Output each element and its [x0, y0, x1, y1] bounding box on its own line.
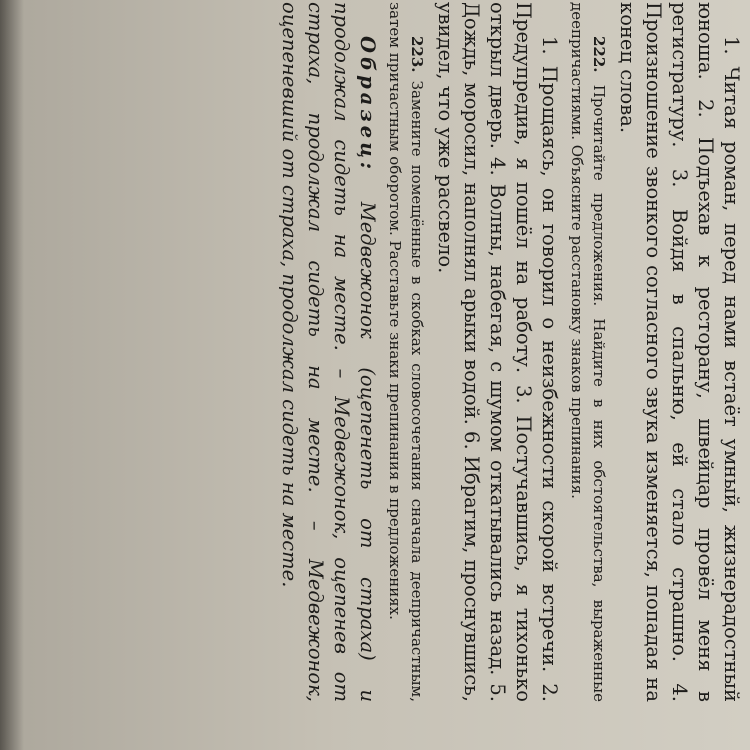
- exercise-222-task-text: Прочитайте предложения. Найдите в них обстоятельства, выраженные деепричастиями. Объясните расстановку знаков препинания.: [568, 2, 608, 702]
- previous-exercise-sentences: [614, 2, 744, 702]
- sample-label: Образец:: [356, 36, 379, 174]
- exercise-223-task: [384, 2, 428, 702]
- exercise-222-task: [566, 2, 610, 702]
- exercise-222-number: 222.: [590, 36, 608, 73]
- exercise-222-sentences: [432, 2, 562, 702]
- exercise-223-task-text: Замените помещённые в скобках словосочетания сначала деепричастным, затем причастным оборотом. Расставьте знаки препинания в предложениях.: [386, 2, 426, 702]
- exercise-222-sentences-text: 1. Прощаясь, он говорил о неизбежности скорой встречи. 2. Предупредив, я пошёл на работу. 3. Постучавшись, я тихонько открыл дверь. 4. Волны, набегая, с шумом откатывались назад. 5. Дождь, моросил, наполнял арыки водой. 6. Ибрагим, проснувшись, увидел, что уже рассвело.: [434, 2, 561, 702]
- page-content: [276, 2, 744, 702]
- page-edge-shadow: [0, 0, 24, 750]
- exercise-223-number: 223.: [408, 36, 426, 73]
- previous-exercise-text: 1. Читая роман, перед нами встаёт умный, жизнерадостный юноша. 2. Подъехав к ресторану, швейцар провёл меня в регистратуру. 3. Войдя в спальню, ей стало страшно. 4. Произношение звонкого согласного звука изменяется, попадая на конец слова.: [616, 2, 743, 702]
- exercise-223-sample: [276, 2, 380, 702]
- sample-text: Медвежонок (оцепенеть от страха) и продолжал сидеть на месте. – Медвежонок, оцепенев от страха, продолжал сидеть на месте. – Медвежонок, оцепеневший от страха, продолжал сидеть на месте.: [278, 2, 379, 702]
